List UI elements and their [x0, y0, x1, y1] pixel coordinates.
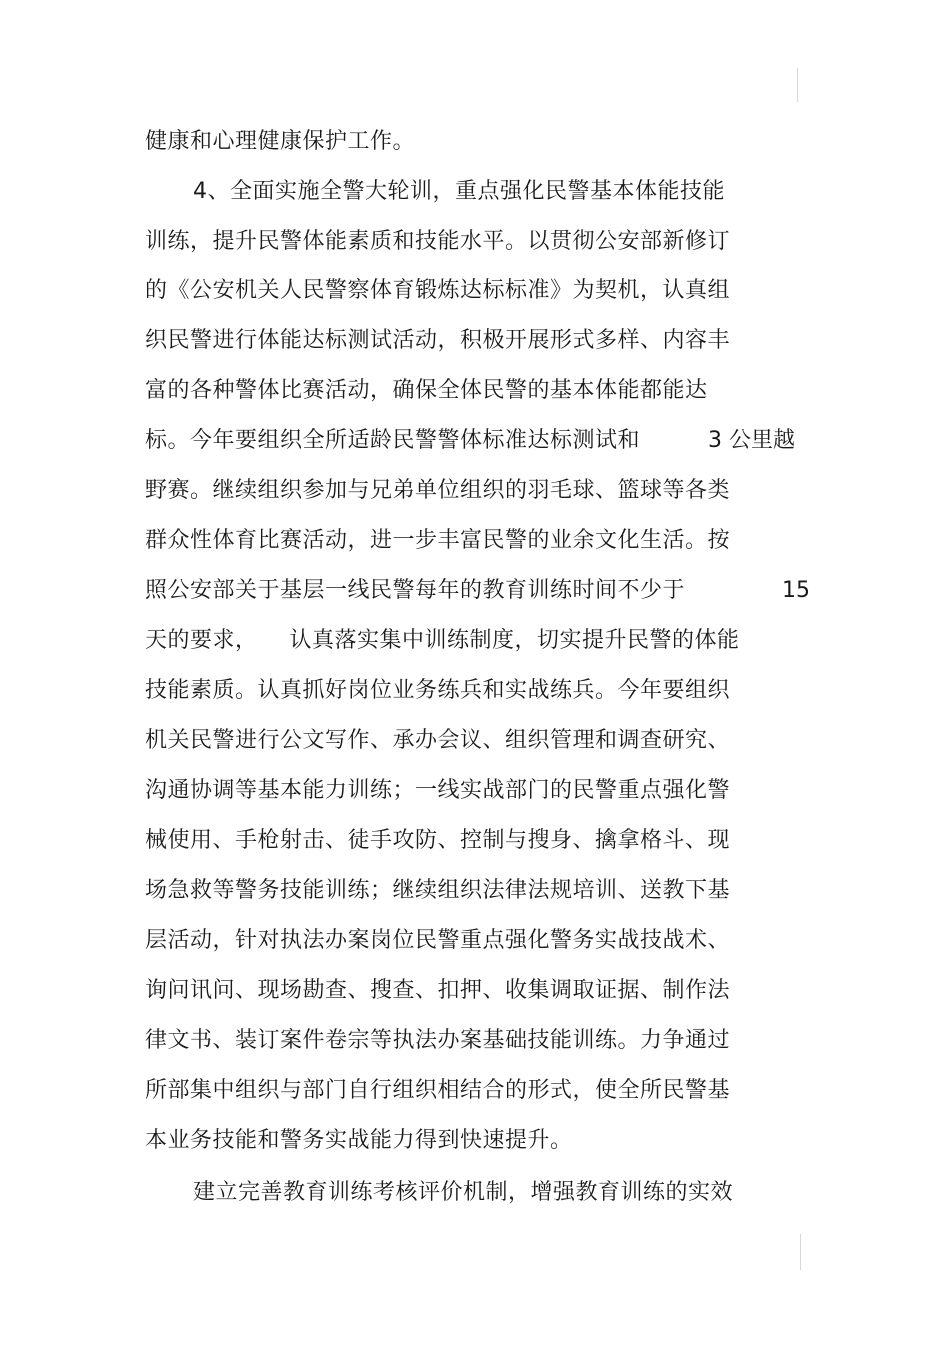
paragraph-line: 群众性体育比赛活动，进一步丰富民警的业余文化生活。按 [145, 528, 731, 553]
paragraph-line: 织民警进行体能达标测试活动，积极开展形式多样、内容丰 [145, 328, 731, 353]
paragraph-line: 训练，提升民警体能素质和技能水平。以贯彻公安部新修订 [145, 229, 731, 254]
paragraph-line: 询问讯问、现场勘查、搜查、扣押、收集调取证据、制作法 [145, 978, 731, 1003]
paragraph-line [145, 626, 740, 656]
paragraph-line: 富的各种警体比赛活动，确保全体民警的基本体能都能达 [145, 378, 708, 403]
paragraph-line: 的《公安机关人民警察体育锻炼达标标准》为契机，认真组 [145, 278, 731, 303]
paragraph-line: 标。今年要组织全所适龄民警警体标准达标测试和 [145, 428, 641, 453]
paragraph-line: 机关民警进行公文写作、承办会议、组织管理和调查研究、 [145, 728, 731, 753]
paragraph-line-tail: 认真落实集中训练制度，切实提升民警的体能 [289, 628, 740, 653]
paragraph-line-tail: 15 [782, 578, 810, 603]
paragraph-line: 建立完善教育训练考核评价机制，增强教育训练的实效 [193, 1180, 734, 1205]
paragraph-line: 场急救等警务技能训练；继续组织法律法规培训、送教下基 [145, 878, 731, 903]
paragraph-line: 所部集中组织与部门自行组织相结合的形式，使全所民警基 [145, 1078, 731, 1103]
paragraph-line: 技能素质。认真抓好岗位业务练兵和实战练兵。今年要组织 [145, 678, 731, 703]
page-edge-mark-top [797, 68, 798, 102]
paragraph-line: 野赛。继续组织参加与兄弟单位组织的羽毛球、篮球等各类 [145, 478, 731, 503]
paragraph-line-head: 天的要求， [145, 628, 258, 653]
page-edge-mark-bottom [800, 1234, 801, 1270]
paragraph-line: 层活动，针对执法办案岗位民警重点强化警务实战技战术、 [145, 928, 731, 953]
paragraph-line: 沟通协调等基本能力训练；一线实战部门的民警重点强化警 [145, 778, 731, 803]
paragraph-line-tail: 3 公里越 [708, 428, 795, 453]
paragraph-line: 律文书、装订案件卷宗等执法办案基础技能训练。力争通过 [145, 1028, 731, 1053]
paragraph-line: 本业务技能和警务实战能力得到快速提升。 [145, 1128, 573, 1153]
paragraph-line: 健康和心理健康保护工作。 [145, 129, 416, 154]
paragraph-line: 械使用、手枪射击、徒手攻防、控制与搜身、擒拿格斗、现 [145, 828, 731, 853]
paragraph-line: 照公安部关于基层一线民警每年的教育训练时间不少于 [145, 578, 686, 603]
paragraph-line: 4、全面实施全警大轮训，重点强化民警基本体能技能 [193, 179, 725, 204]
